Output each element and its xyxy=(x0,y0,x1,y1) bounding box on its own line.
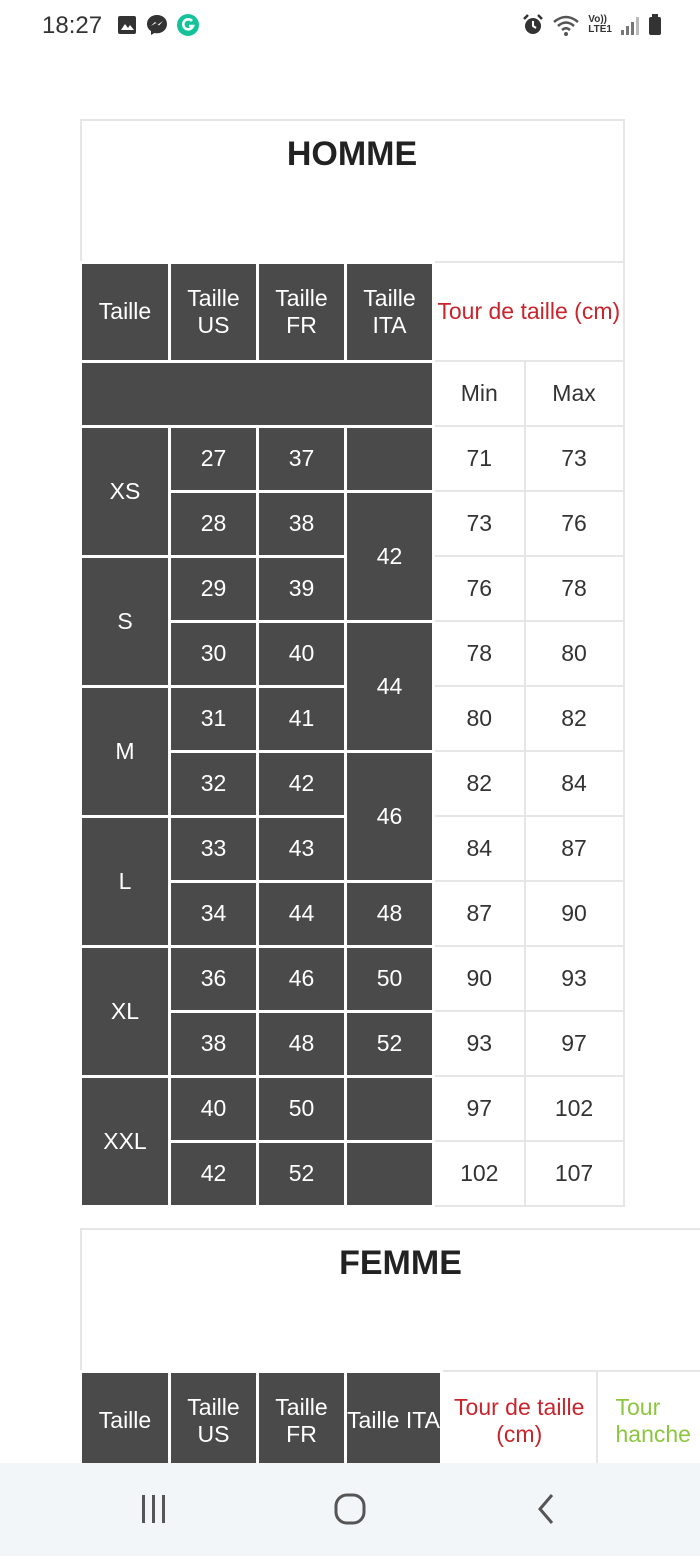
status-bar xyxy=(0,0,700,52)
min-cell: 71 xyxy=(434,426,525,491)
navigation-bar xyxy=(0,1463,700,1556)
min-cell: 76 xyxy=(434,556,525,621)
fr-cell: 37 xyxy=(258,426,346,491)
max-cell: 80 xyxy=(525,621,624,686)
recent-apps-icon[interactable] xyxy=(130,1485,178,1533)
femme-header-taille-fr: Taille FR xyxy=(258,1371,346,1470)
wifi-icon xyxy=(552,13,580,37)
max-cell: 97 xyxy=(525,1011,624,1076)
fr-cell: 38 xyxy=(258,491,346,556)
max-cell: 78 xyxy=(525,556,624,621)
fr-cell: 52 xyxy=(258,1141,346,1206)
min-cell: 90 xyxy=(434,946,525,1011)
us-cell: 38 xyxy=(170,1011,258,1076)
table-row xyxy=(81,426,624,491)
min-cell: 87 xyxy=(434,881,525,946)
messenger-icon xyxy=(146,13,168,37)
femme-title: FEMME xyxy=(81,1229,700,1371)
femme-header-tour-de-taille: Tour de taille (cm) xyxy=(442,1371,597,1470)
lte-label: LTE1 xyxy=(588,24,612,35)
table-row xyxy=(81,946,624,1011)
size-cell: M xyxy=(81,686,170,816)
size-cell: XS xyxy=(81,426,170,556)
header-taille-fr: Taille FR xyxy=(258,262,346,361)
us-cell: 34 xyxy=(170,881,258,946)
fr-cell: 43 xyxy=(258,816,346,881)
max-cell: 73 xyxy=(525,426,624,491)
max-cell: 84 xyxy=(525,751,624,816)
size-cell: XXL xyxy=(81,1076,170,1206)
gallery-icon xyxy=(116,13,138,37)
min-cell: 82 xyxy=(434,751,525,816)
fr-cell: 48 xyxy=(258,1011,346,1076)
home-icon[interactable] xyxy=(326,1485,374,1533)
ita-cell: 50 xyxy=(346,946,434,1011)
us-cell: 32 xyxy=(170,751,258,816)
max-cell: 102 xyxy=(525,1076,624,1141)
us-cell: 36 xyxy=(170,946,258,1011)
header-spacer xyxy=(81,361,434,426)
grammarly-icon xyxy=(176,13,200,37)
min-cell: 93 xyxy=(434,1011,525,1076)
header-max: Max xyxy=(525,361,624,426)
us-cell: 27 xyxy=(170,426,258,491)
min-cell: 102 xyxy=(434,1141,525,1206)
min-cell: 80 xyxy=(434,686,525,751)
femme-size-table xyxy=(79,1228,700,1472)
ita-cell: 48 xyxy=(346,881,434,946)
status-time: 18:27 xyxy=(42,12,103,39)
min-cell: 84 xyxy=(434,816,525,881)
ita-cell xyxy=(346,1141,434,1206)
size-cell: L xyxy=(81,816,170,946)
us-cell: 30 xyxy=(170,621,258,686)
fr-cell: 50 xyxy=(258,1076,346,1141)
header-tour-de-taille: Tour de taille (cm) xyxy=(434,262,624,361)
max-cell: 82 xyxy=(525,686,624,751)
femme-header-taille: Taille xyxy=(81,1371,170,1470)
size-cell: S xyxy=(81,556,170,686)
ita-cell xyxy=(346,1076,434,1141)
max-cell: 76 xyxy=(525,491,624,556)
femme-header-taille-ita: Taille ITA xyxy=(346,1371,442,1470)
fr-cell: 44 xyxy=(258,881,346,946)
volte-icon xyxy=(588,15,612,35)
back-icon[interactable] xyxy=(522,1485,570,1533)
homme-title: HOMME xyxy=(81,120,624,262)
signal-icon xyxy=(620,13,640,37)
battery-icon xyxy=(648,13,662,37)
us-cell: 40 xyxy=(170,1076,258,1141)
max-cell: 93 xyxy=(525,946,624,1011)
header-taille: Taille xyxy=(81,262,170,361)
fr-cell: 46 xyxy=(258,946,346,1011)
us-cell: 33 xyxy=(170,816,258,881)
us-cell: 31 xyxy=(170,686,258,751)
fr-cell: 40 xyxy=(258,621,346,686)
fr-cell: 41 xyxy=(258,686,346,751)
max-cell: 87 xyxy=(525,816,624,881)
ita-cell: 46 xyxy=(346,751,434,881)
min-cell: 73 xyxy=(434,491,525,556)
femme-header-tour-hanches: Tour hanche xyxy=(597,1371,700,1470)
ita-cell: 52 xyxy=(346,1011,434,1076)
header-min: Min xyxy=(434,361,525,426)
max-cell: 107 xyxy=(525,1141,624,1206)
fr-cell: 39 xyxy=(258,556,346,621)
table-row xyxy=(81,1076,624,1141)
alarm-icon xyxy=(522,13,544,37)
volte-label: Vo)) xyxy=(588,14,607,25)
us-cell: 28 xyxy=(170,491,258,556)
header-taille-ita: Taille ITA xyxy=(346,262,434,361)
ita-cell: 44 xyxy=(346,621,434,751)
us-cell: 42 xyxy=(170,1141,258,1206)
header-taille-us: Taille US xyxy=(170,262,258,361)
us-cell: 29 xyxy=(170,556,258,621)
size-cell: XL xyxy=(81,946,170,1076)
homme-size-table xyxy=(79,119,625,1208)
ita-cell xyxy=(346,426,434,491)
min-cell: 97 xyxy=(434,1076,525,1141)
femme-header-taille-us: Taille US xyxy=(170,1371,258,1470)
min-cell: 78 xyxy=(434,621,525,686)
ita-cell: 42 xyxy=(346,491,434,621)
max-cell: 90 xyxy=(525,881,624,946)
fr-cell: 42 xyxy=(258,751,346,816)
